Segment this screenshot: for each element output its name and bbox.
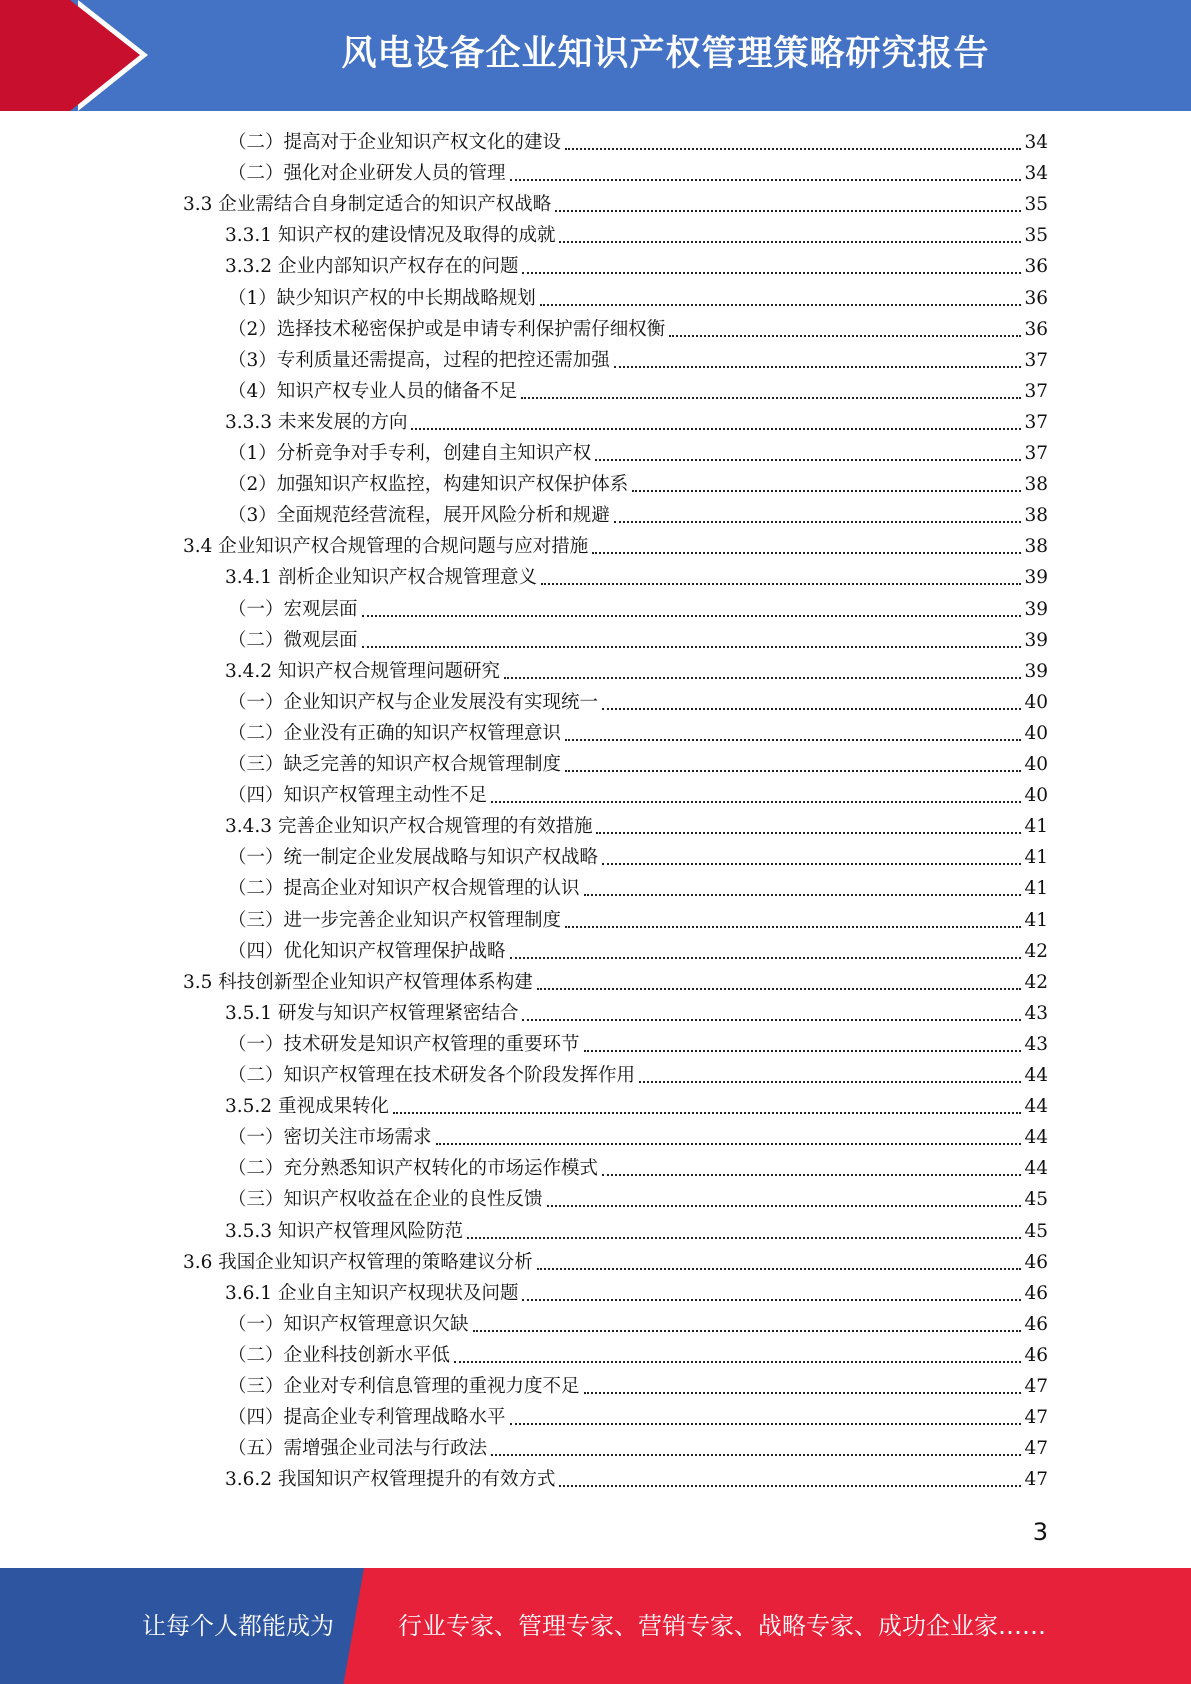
toc-leader-dots xyxy=(537,988,1022,990)
toc-leader-dots xyxy=(584,894,1022,896)
toc-entry[interactable] xyxy=(228,439,1048,469)
toc-entry-page: 47 xyxy=(1024,1469,1048,1491)
footer-slogan-left: 让每个人都能成为 xyxy=(142,1612,334,1640)
toc-entry-title: 3.4.2 知识产权合规管理问题研究 xyxy=(225,660,500,682)
toc-leader-dots xyxy=(632,490,1021,492)
toc-entry[interactable] xyxy=(225,1092,1048,1122)
toc-leader-dots xyxy=(362,646,1022,648)
toc-entry[interactable] xyxy=(225,812,1048,842)
toc-entry-title: （二）企业没有正确的知识产权管理意识 xyxy=(228,722,562,744)
toc-entry-page: 39 xyxy=(1024,629,1048,651)
toc-entry-page: 36 xyxy=(1024,318,1048,340)
document-title: 风电设备企业知识产权管理策略研究报告 xyxy=(341,34,990,74)
toc-entry-page: 44 xyxy=(1024,1158,1048,1180)
toc-leader-dots xyxy=(522,1019,1021,1021)
toc-entry-title: （二）企业科技创新水平低 xyxy=(228,1344,451,1366)
toc-entry[interactable] xyxy=(225,657,1048,687)
toc-entry-title: （三）知识产权收益在企业的良性反馈 xyxy=(228,1189,543,1211)
toc-entry[interactable] xyxy=(228,719,1048,749)
toc-entry-page: 44 xyxy=(1024,1127,1048,1149)
toc-entry-title: （三）企业对专利信息管理的重视力度不足 xyxy=(228,1376,580,1397)
header-red-block xyxy=(0,0,70,111)
toc-entry-title: （五）需增强企业司法与行政法 xyxy=(228,1438,488,1460)
toc-leader-dots xyxy=(473,1330,1022,1332)
toc-entry[interactable] xyxy=(225,252,1048,282)
toc-leader-dots xyxy=(362,615,1022,617)
toc-entry-page: 46 xyxy=(1024,1251,1048,1273)
toc-entry[interactable] xyxy=(228,315,1048,345)
toc-entry-page: 45 xyxy=(1024,1220,1048,1242)
toc-entry[interactable] xyxy=(228,346,1048,376)
toc-leader-dots xyxy=(540,304,1022,306)
toc-entry-title: 3.3.2 企业内部知识产权存在的问题 xyxy=(225,256,519,278)
toc-entry-title: （四）知识产权管理主动性不足 xyxy=(228,785,488,807)
toc-entry-title: （四）提高企业专利管理战略水平 xyxy=(228,1407,506,1429)
toc-entry-page: 34 xyxy=(1024,163,1048,185)
toc-entry-title: （二）充分熟悉知识产权转化的市场运作模式 xyxy=(228,1158,599,1180)
toc-entry-title: （二）知识产权管理在技术研发各个阶段发挥作用 xyxy=(228,1065,636,1086)
toc-entry-title: （一）统一制定企业发展战略与知识产权战略 xyxy=(228,847,599,869)
toc-entry-title: （2）加强知识产权监控，构建知识产权保护体系 xyxy=(228,474,629,496)
toc-entry-page: 40 xyxy=(1024,722,1048,744)
toc-entry-title: （一）技术研发是知识产权管理的重要环节 xyxy=(228,1033,580,1055)
toc-entry[interactable] xyxy=(183,1248,1048,1278)
toc-entry[interactable] xyxy=(228,1434,1048,1464)
toc-leader-dots xyxy=(504,677,1021,679)
toc-entry[interactable] xyxy=(228,1310,1048,1340)
toc-entry-page: 43 xyxy=(1024,1033,1048,1055)
toc-entry[interactable] xyxy=(228,1403,1048,1433)
toc-entry-title: 3.4 企业知识产权合规管理的合规问题与应对措施 xyxy=(183,536,589,558)
toc-entry-title: （一）知识产权管理意识欠缺 xyxy=(228,1313,469,1335)
toc-leader-dots xyxy=(669,335,1021,337)
toc-leader-dots xyxy=(602,708,1021,710)
toc-entry-title: （1）缺少知识产权的中长期战略规划 xyxy=(228,287,536,309)
toc-entry-page: 38 xyxy=(1024,474,1048,496)
toc-entry[interactable] xyxy=(228,688,1048,718)
toc-entry-title: 3.5.2 重视成果转化 xyxy=(225,1096,389,1118)
toc-entry-title: 3.6.2 我国知识产权管理提升的有效方式 xyxy=(225,1469,556,1491)
toc-entry[interactable] xyxy=(228,906,1048,936)
toc-entry[interactable] xyxy=(225,563,1048,593)
toc-entry-page: 40 xyxy=(1024,785,1048,807)
toc-leader-dots xyxy=(602,863,1021,865)
toc-entry[interactable] xyxy=(225,999,1048,1029)
footer-slogan-right: 行业专家、管理专家、营销专家、战略专家、成功企业家…… xyxy=(398,1612,1046,1640)
toc-entry-title: 3.5.3 知识产权管理风险防范 xyxy=(225,1220,463,1242)
toc-entry-title: （三）缺乏完善的知识产权合规管理制度 xyxy=(228,754,562,775)
toc-entry[interactable] xyxy=(228,874,1048,904)
toc-leader-dots xyxy=(584,1050,1022,1052)
toc-entry-title: 3.6 我国企业知识产权管理的策略建议分析 xyxy=(183,1251,533,1273)
toc-entry-page: 40 xyxy=(1024,754,1048,775)
toc-entry[interactable] xyxy=(225,221,1048,251)
toc-entry-title: （二）提高对于企业知识产权文化的建设 xyxy=(228,132,562,153)
toc-leader-dots xyxy=(547,1205,1022,1207)
toc-entry-page: 37 xyxy=(1024,443,1048,464)
toc-entry-title: （二）提高企业对知识产权合规管理的认识 xyxy=(228,878,580,900)
toc-entry-page: 36 xyxy=(1024,287,1048,309)
toc-entry[interactable] xyxy=(225,1465,1048,1495)
toc-leader-dots xyxy=(510,1423,1022,1425)
toc-entry-title: 3.4.1 剖析企业知识产权合规管理意义 xyxy=(225,567,537,589)
toc-leader-dots xyxy=(510,179,1022,181)
toc-entry-page: 38 xyxy=(1024,536,1048,558)
toc-entry-page: 44 xyxy=(1024,1096,1048,1118)
toc-entry-title: （2）选择技术秘密保护或是申请专利保护需仔细权衡 xyxy=(228,318,666,340)
toc-entry[interactable] xyxy=(228,1154,1048,1184)
toc-leader-dots xyxy=(454,1361,1021,1363)
toc-entry-page: 41 xyxy=(1024,847,1048,869)
toc-entry[interactable] xyxy=(228,377,1048,407)
toc-entry-title: 3.5.1 研发与知识产权管理紧密结合 xyxy=(225,1002,519,1024)
toc-leader-dots xyxy=(596,832,1021,834)
toc-leader-dots xyxy=(522,272,1021,274)
toc-entry[interactable] xyxy=(228,501,1048,531)
toc-entry-page: 45 xyxy=(1024,1189,1048,1211)
toc-entry-page: 39 xyxy=(1024,598,1048,620)
toc-entry[interactable] xyxy=(228,595,1048,625)
toc-entry[interactable] xyxy=(225,1217,1048,1247)
toc-entry-page: 41 xyxy=(1024,816,1048,838)
toc-entry-title: 3.6.1 企业自主知识产权现状及问题 xyxy=(225,1282,519,1304)
toc-entry-page: 46 xyxy=(1024,1313,1048,1335)
toc-entry[interactable] xyxy=(228,470,1048,500)
toc-entry[interactable] xyxy=(228,128,1048,158)
toc-leader-dots xyxy=(521,397,1021,399)
toc-entry-title: （4）知识产权专业人员的储备不足 xyxy=(228,380,518,402)
toc-entry-page: 41 xyxy=(1024,909,1048,931)
toc-entry-page: 37 xyxy=(1024,380,1048,402)
toc-entry-page: 46 xyxy=(1024,1282,1048,1304)
toc-leader-dots xyxy=(565,739,1021,741)
toc-entry-page: 47 xyxy=(1024,1438,1048,1460)
toc-leader-dots xyxy=(639,1081,1021,1083)
toc-entry[interactable] xyxy=(228,1123,1048,1153)
toc-entry-page: 35 xyxy=(1024,194,1048,216)
toc-entry-page: 37 xyxy=(1024,411,1048,433)
toc-leader-dots xyxy=(541,583,1021,585)
toc-leader-dots xyxy=(393,1112,1021,1114)
toc-leader-dots xyxy=(491,801,1021,803)
toc-entry-page: 46 xyxy=(1024,1344,1048,1366)
toc-entry-title: （一）密切关注市场需求 xyxy=(228,1127,432,1149)
toc-leader-dots xyxy=(436,1143,1022,1145)
toc-entry-page: 39 xyxy=(1024,660,1048,682)
toc-leader-dots xyxy=(592,552,1021,554)
toc-entry[interactable] xyxy=(228,1341,1048,1371)
toc-entry-page: 35 xyxy=(1024,225,1048,247)
toc-entry-title: （一）宏观层面 xyxy=(228,598,358,620)
toc-leader-dots xyxy=(467,1237,1021,1239)
toc-entry-title: （3）全面规范经营流程，展开风险分析和规避 xyxy=(228,505,610,527)
toc-entry-title: （二）微观层面 xyxy=(228,629,358,651)
toc-entry-title: 3.5 科技创新型企业知识产权管理体系构建 xyxy=(183,971,533,993)
toc-entry[interactable] xyxy=(183,532,1048,562)
toc-entry[interactable] xyxy=(228,1372,1048,1402)
toc-leader-dots xyxy=(584,1392,1022,1394)
toc-entry-title: （3）专利质量还需提高，过程的把控还需加强 xyxy=(228,349,610,371)
toc-entry[interactable] xyxy=(228,159,1048,189)
toc-entry-title: （1）分析竞争对手专利，创建自主知识产权 xyxy=(228,443,592,464)
toc-entry-page: 39 xyxy=(1024,567,1048,589)
toc-entry-title: 3.3 企业需结合自身制定适合的知识产权战略 xyxy=(183,194,552,216)
toc-entry-page: 38 xyxy=(1024,505,1048,527)
toc-entry-title: （三）进一步完善企业知识产权管理制度 xyxy=(228,909,562,931)
page-number: 3 xyxy=(1032,1518,1048,1546)
toc-leader-dots xyxy=(411,428,1021,430)
toc-leader-dots xyxy=(614,366,1022,368)
toc-leader-dots xyxy=(559,1485,1021,1487)
page-header xyxy=(0,0,1191,111)
toc-leader-dots xyxy=(555,210,1021,212)
toc-entry-page: 47 xyxy=(1024,1376,1048,1397)
toc-entry-page: 42 xyxy=(1024,940,1048,962)
header-arrow-red xyxy=(70,0,140,111)
toc-entry-page: 47 xyxy=(1024,1407,1048,1429)
toc-entry-title: （一）企业知识产权与企业发展没有实现统一 xyxy=(228,691,599,713)
toc-leader-dots xyxy=(595,459,1021,461)
toc-entry-title: （二）强化对企业研发人员的管理 xyxy=(228,163,506,185)
toc-leader-dots xyxy=(614,521,1022,523)
toc-leader-dots xyxy=(510,957,1022,959)
toc-entry-page: 36 xyxy=(1024,256,1048,278)
toc-entry[interactable] xyxy=(228,1185,1048,1215)
toc-leader-dots xyxy=(491,1454,1021,1456)
toc-leader-dots xyxy=(565,770,1021,772)
toc-leader-dots xyxy=(565,926,1021,928)
toc-entry-title: （四）优化知识产权管理保护战略 xyxy=(228,940,506,962)
toc-leader-dots xyxy=(602,1174,1021,1176)
toc-entry[interactable] xyxy=(225,1279,1048,1309)
toc-entry[interactable] xyxy=(183,190,1048,220)
toc-entry[interactable] xyxy=(228,781,1048,811)
toc-entry[interactable] xyxy=(228,1030,1048,1060)
toc-entry[interactable] xyxy=(228,843,1048,873)
toc-entry[interactable] xyxy=(183,968,1048,998)
toc-leader-dots xyxy=(565,148,1021,150)
toc-entry[interactable] xyxy=(228,750,1048,780)
toc-leader-dots xyxy=(537,1268,1022,1270)
toc-entry-page: 41 xyxy=(1024,878,1048,900)
toc-leader-dots xyxy=(522,1299,1021,1301)
toc-entry[interactable] xyxy=(228,937,1048,967)
toc-entry-page: 43 xyxy=(1024,1002,1048,1024)
toc-entry-title: 3.3.3 未来发展的方向 xyxy=(225,411,408,433)
toc-entry-page: 40 xyxy=(1024,691,1048,713)
toc-leader-dots xyxy=(559,241,1021,243)
toc-entry-page: 37 xyxy=(1024,349,1048,371)
toc-entry[interactable] xyxy=(228,1061,1048,1091)
toc-entry[interactable] xyxy=(228,284,1048,314)
toc-entry[interactable] xyxy=(225,408,1048,438)
page-footer xyxy=(0,1568,1191,1684)
toc-entry-page: 34 xyxy=(1024,132,1048,153)
toc-entry-page: 42 xyxy=(1024,971,1048,993)
toc-entry-title: 3.4.3 完善企业知识产权合规管理的有效措施 xyxy=(225,816,593,838)
toc-entry-page: 44 xyxy=(1024,1065,1048,1086)
toc-entry-title: 3.3.1 知识产权的建设情况及取得的成就 xyxy=(225,225,556,247)
toc-entry[interactable] xyxy=(228,626,1048,656)
